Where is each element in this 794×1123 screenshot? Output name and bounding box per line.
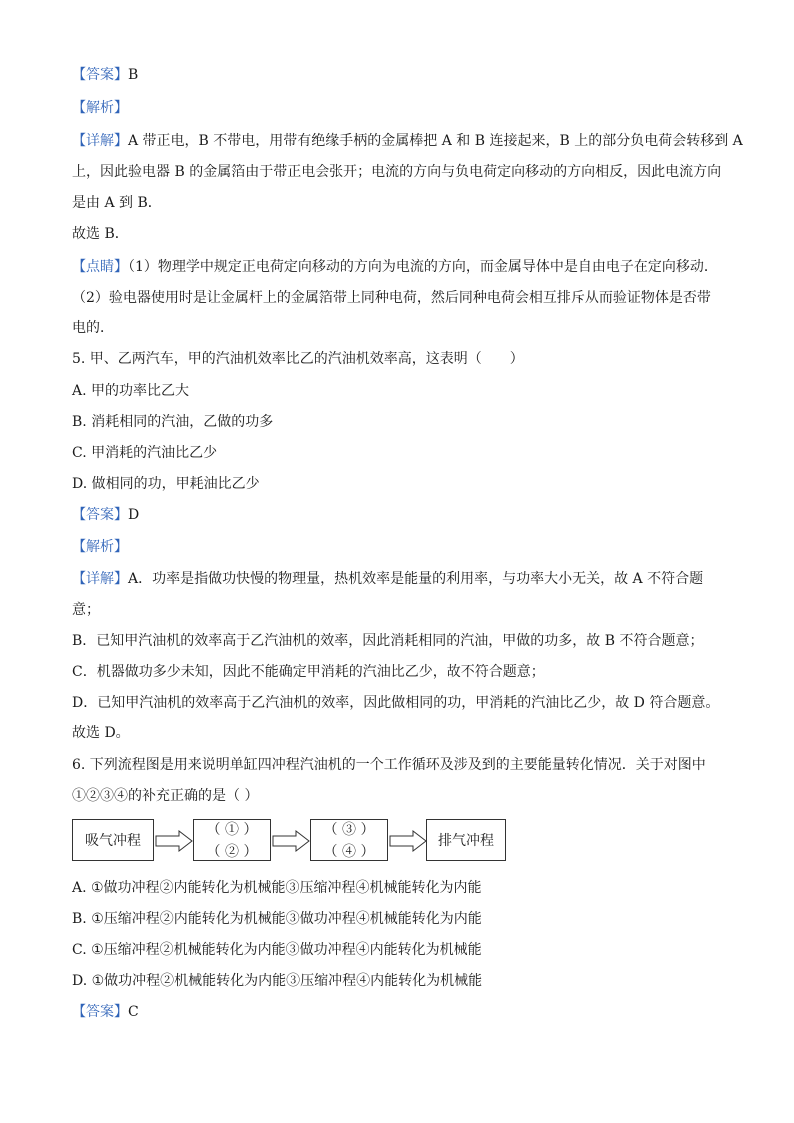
- detail-line: 上，因此验电器 B 的金属箔由于带正电会张开；电流的方向与负电荷定向移动的方向相反，因此电流方向: [72, 164, 722, 180]
- detail-line: [72, 569, 703, 589]
- option-b: B. 消耗相同的汽油，乙做的功多: [72, 414, 274, 430]
- flow-box-label: 吸气冲程: [85, 833, 141, 849]
- answer-value: C: [128, 1004, 139, 1020]
- flow-box-label: 排气冲程: [438, 833, 494, 849]
- option-d: D. ①做功冲程②机械能转化为内能③压缩冲程④内能转化为机械能: [72, 973, 483, 989]
- analysis-tag: 【解析】: [72, 539, 128, 555]
- comment-line: （2）验电器使用时是让金属杆上的金属箔带上同种电荷，然后同种电荷会相互排斥从而验证物体是否带: [72, 290, 711, 306]
- question-stem: 6. 下列流程图是用来说明单缸四冲程汽油机的一个工作循环及涉及到的主要能量转化情况．关于对图中: [72, 757, 706, 773]
- answer-tag: 【答案】: [72, 67, 128, 83]
- comment-tag: 【点睛】: [72, 259, 128, 275]
- flow-box-intake: [72, 819, 154, 861]
- flow-arrow-icon: [155, 830, 193, 852]
- answer-line: [72, 505, 139, 525]
- option-a: A. ①做功冲程②内能转化为机械能③压缩冲程④机械能转化为内能: [72, 880, 482, 896]
- answer-tag: 【答案】: [72, 507, 128, 523]
- answer-line: [72, 1002, 139, 1022]
- comment-text: （1）物理学中规定正电荷定向移动的方向为电流的方向，而金属导体中是自由电子在定向移动．: [128, 259, 718, 275]
- question-stem: ①②③④的补充正确的是（ ）: [72, 788, 259, 804]
- question-stem: 5. 甲、乙两汽车，甲的汽油机效率比乙的汽油机效率高，这表明（ ）: [72, 351, 524, 367]
- detail-line: B．已知甲汽油机的效率高于乙汽油机的效率，因此消耗相同的汽油，甲做的功多，故 B 不符合题意；: [72, 633, 704, 649]
- flow-arrow-icon: [389, 830, 427, 852]
- flow-placeholder-4: （ ④ ）: [323, 844, 375, 860]
- answer-tag: 【答案】: [72, 1004, 128, 1020]
- detail-line: D．已知甲汽油机的效率高于乙汽油机的效率，因此做相同的功，甲消耗的汽油比乙少，故 D 符合题意。: [72, 695, 720, 711]
- option-c: C. 甲消耗的汽油比乙少: [72, 445, 218, 461]
- option-b: B. ①压缩冲程②内能转化为机械能③做功冲程④机械能转化为内能: [72, 911, 482, 927]
- comment-line: [72, 257, 718, 277]
- flow-placeholder-2: （ ② ）: [206, 844, 258, 860]
- flow-placeholder-1: （ ① ）: [206, 822, 258, 838]
- answer-value: D: [128, 507, 140, 523]
- answer-value: B: [128, 67, 139, 83]
- option-c: C. ①压缩冲程②机械能转化为内能③做功冲程④内能转化为机械能: [72, 942, 482, 958]
- option-a: A. 甲的功率比乙大: [72, 383, 190, 399]
- comment-line: 电的．: [72, 320, 114, 336]
- flow-placeholder-3: （ ③ ）: [323, 822, 375, 838]
- detail-text: A 带正电，B 不带电，用带有绝缘手柄的金属棒把 A 和 B 连接起来，B 上的部分负电荷会转移到 A: [128, 133, 743, 149]
- answer-line: [72, 65, 138, 85]
- detail-tag: 【详解】: [72, 571, 128, 587]
- flow-box-1-2: [193, 819, 271, 861]
- detail-line: 意；: [72, 602, 100, 618]
- detail-line: 是由 A 到 B．: [72, 195, 162, 211]
- flow-box-3-4: [310, 819, 388, 861]
- detail-tag: 【详解】: [72, 133, 128, 149]
- detail-line: C．机器做功多少未知，因此不能确定甲消耗的汽油比乙少，故不符合题意；: [72, 664, 545, 680]
- choose-line: 故选 B．: [72, 226, 129, 242]
- detail-text: A．功率是指做功快慢的物理量，热机效率是能量的利用率，与功率大小无关，故 A 不符合题: [128, 571, 704, 587]
- flow-box-exhaust: [426, 819, 506, 861]
- flow-arrow-icon: [272, 830, 310, 852]
- choose-line: 故选 D。: [72, 725, 130, 741]
- analysis-tag: 【解析】: [72, 100, 128, 116]
- detail-line: [72, 131, 743, 151]
- option-d: D. 做相同的功，甲耗油比乙少: [72, 476, 260, 492]
